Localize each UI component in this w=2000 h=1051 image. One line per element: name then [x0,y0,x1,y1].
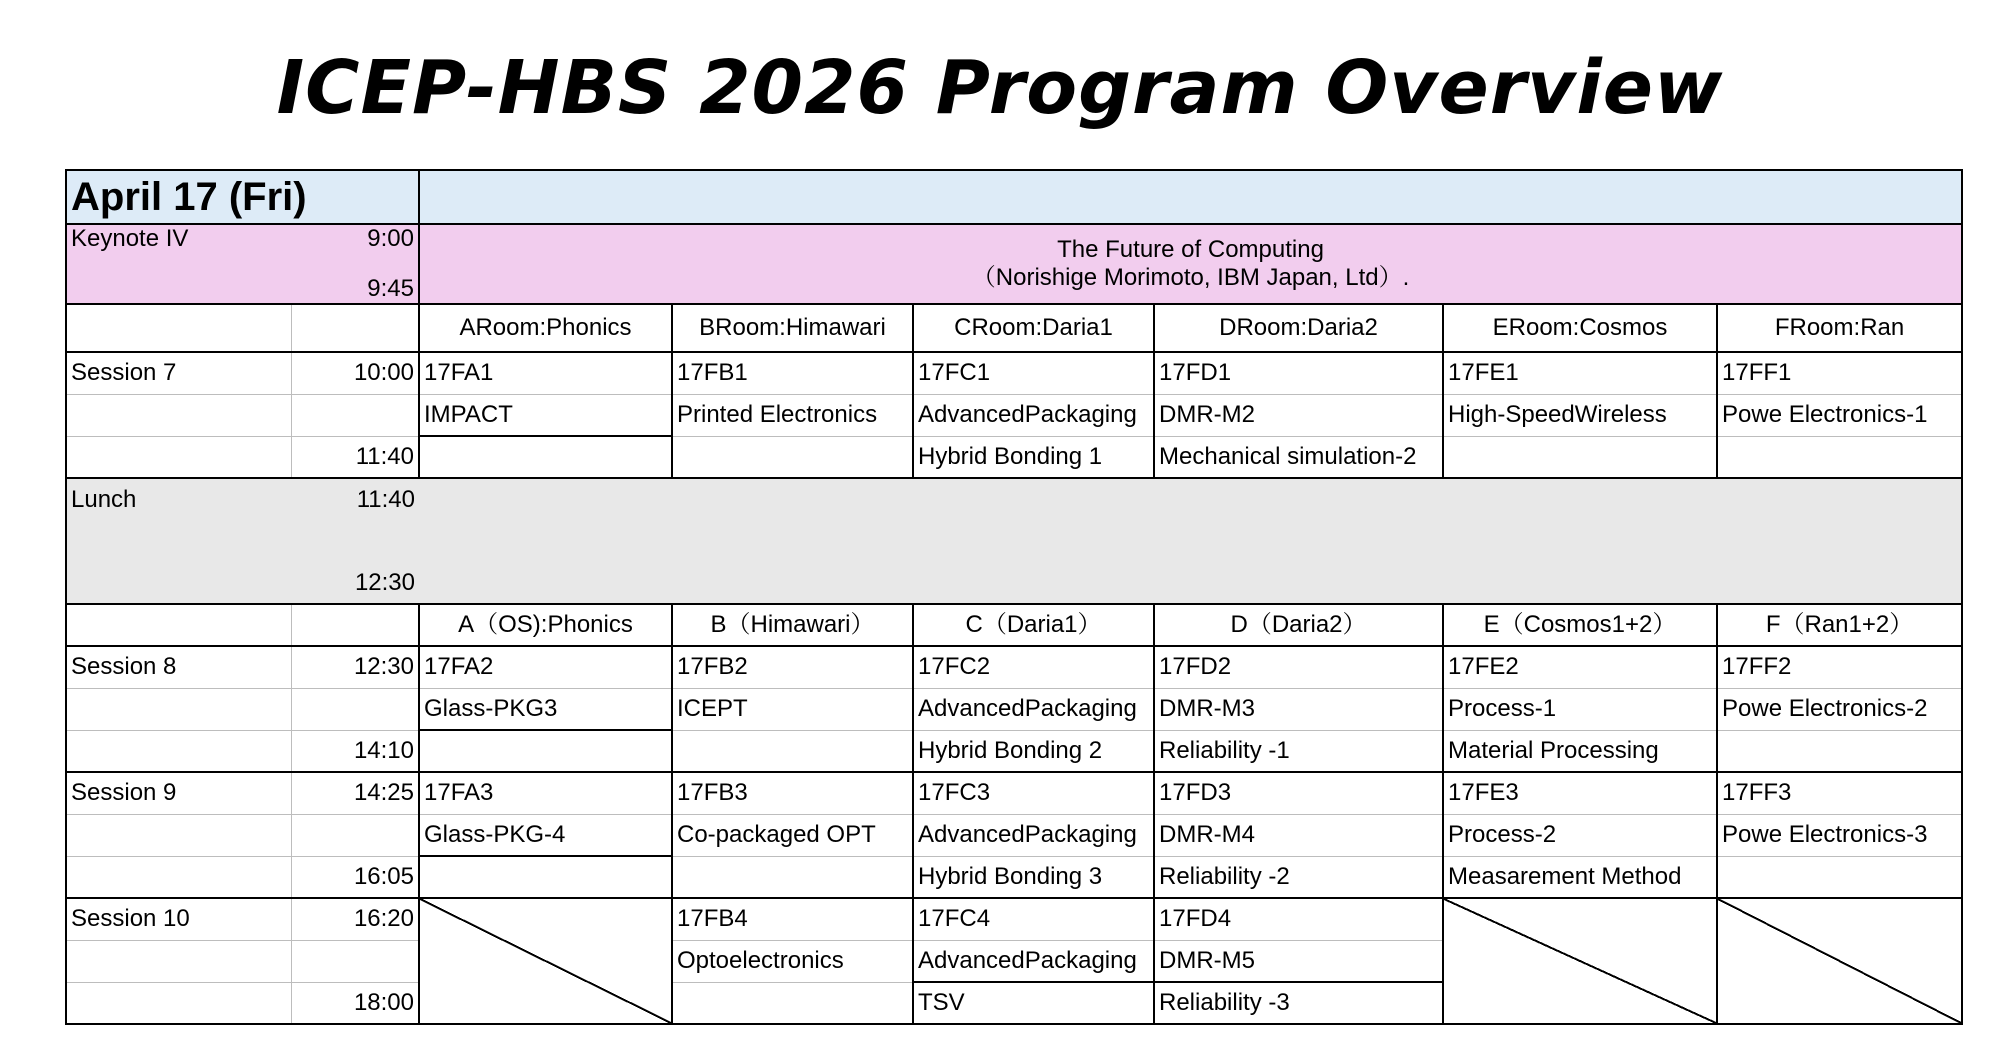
session-code: 17FB2 [672,646,913,688]
session-subtopic: Material Processing [1443,730,1717,772]
session-topic: Optoelectronics [672,940,913,982]
session-subtopic [1443,436,1717,478]
session-code: 17FC3 [913,772,1154,814]
session-code: 17FE1 [1443,352,1717,394]
session-7-end: 11:40 [291,436,419,478]
session-subtopic [672,436,913,478]
keynote-speaker: （Norishige Morimoto, IBM Japan, Ltd）. [971,264,1410,291]
keynote-end: 9:45 [291,264,419,304]
session-code: 17FD2 [1154,646,1443,688]
keynote-label: Keynote IV [66,224,291,264]
session-subtopic: TSV [913,982,1154,1024]
session-code: 17FF2 [1717,646,1962,688]
session-topic: DMR-M4 [1154,814,1443,856]
session-10-start: 16:20 [291,898,419,940]
session-topic: High-SpeedWireless [1443,394,1717,436]
session-9-label: Session 9 [66,772,291,814]
session-subtopic [1717,436,1962,478]
session-topic: ICEPT [672,688,913,730]
session-code: 17FC2 [913,646,1154,688]
keynote-title: The Future of Computing [1057,236,1324,263]
room-c-header: CRoom:Daria1 [913,304,1154,352]
session-subtopic [1717,730,1962,772]
session-code: 17FA2 [419,646,672,688]
room-e-header: ERoom:Cosmos [1443,304,1717,352]
session-subtopic: Reliability -1 [1154,730,1443,772]
session-subtopic [419,856,672,898]
session-subtopic [1717,856,1962,898]
session-topic: IMPACT [419,394,672,436]
room-f-unused-cell [1717,898,1962,1024]
session-topic: AdvancedPackaging [913,814,1154,856]
session-topic: Glass-PKG-4 [419,814,672,856]
session-topic: Powe Electronics-2 [1717,688,1962,730]
room-e-unused-cell [1443,898,1717,1024]
session-topic: Powe Electronics-1 [1717,394,1962,436]
program-table [65,169,1963,1025]
room-f-header: FRoom:Ran [1717,304,1962,352]
session-topic: Co-packaged OPT [672,814,913,856]
session-8-end: 14:10 [291,730,419,772]
session-code: 17FE2 [1443,646,1717,688]
room-b-header: BRoom:Himawari [672,304,913,352]
session-code: 17FF1 [1717,352,1962,394]
session-code: 17FC4 [913,898,1154,940]
room-e-header: E（Cosmos1+2） [1443,604,1717,646]
session-topic: Process-2 [1443,814,1717,856]
session-code: 17FD4 [1154,898,1443,940]
session-subtopic: Measarement Method [1443,856,1717,898]
session-topic: AdvancedPackaging [913,940,1154,982]
session-topic: DMR-M3 [1154,688,1443,730]
session-subtopic: Hybrid Bonding 3 [913,856,1154,898]
keynote-start: 9:00 [291,224,419,264]
lunch-start: 11:40 [291,478,419,520]
session-topic: AdvancedPackaging [913,394,1154,436]
session-topic: DMR-M5 [1154,940,1443,982]
session-subtopic [419,436,672,478]
room-a-header: ARoom:Phonics [419,304,672,352]
session-subtopic [672,730,913,772]
session-8-label: Session 8 [66,646,291,688]
session-8-start: 12:30 [291,646,419,688]
session-subtopic: Reliability -3 [1154,982,1443,1024]
session-code: 17FF3 [1717,772,1962,814]
room-a-header: A（OS):Phonics [419,604,672,646]
session-topic: Powe Electronics-3 [1717,814,1962,856]
session-subtopic: Mechanical simulation-2 [1154,436,1443,478]
room-b-header: B（Himawari） [672,604,913,646]
lunch-label: Lunch [66,478,291,520]
session-subtopic [672,856,913,898]
session-9-start: 14:25 [291,772,419,814]
session-7-start: 10:00 [291,352,419,394]
lunch-end: 12:30 [291,562,419,604]
session-code: 17FE3 [1443,772,1717,814]
date-header: April 17 (Fri) [66,170,419,224]
session-10-end: 18:00 [291,982,419,1024]
session-7-label: Session 7 [66,352,291,394]
room-c-header: C（Daria1） [913,604,1154,646]
session-code: 17FB4 [672,898,913,940]
session-10-label: Session 10 [66,898,291,940]
session-subtopic: Hybrid Bonding 1 [913,436,1154,478]
session-topic: Printed Electronics [672,394,913,436]
session-subtopic: Hybrid Bonding 2 [913,730,1154,772]
session-topic: AdvancedPackaging [913,688,1154,730]
session-code: 17FC1 [913,352,1154,394]
keynote-talk [419,224,1962,304]
room-d-header: D（Daria2） [1154,604,1443,646]
session-subtopic: Reliability -2 [1154,856,1443,898]
session-code: 17FD1 [1154,352,1443,394]
session-subtopic [419,730,672,772]
session-code: 17FA1 [419,352,672,394]
lunch-band [419,478,1962,604]
session-topic: DMR-M2 [1154,394,1443,436]
page-title: ICEP-HBS 2026 Program Overview [276,45,1724,131]
room-d-header: DRoom:Daria2 [1154,304,1443,352]
session-code: 17FD3 [1154,772,1443,814]
session-topic: Process-1 [1443,688,1717,730]
session-subtopic [672,982,913,1024]
session-code: 17FA3 [419,772,672,814]
room-a-unused-cell [419,898,672,1024]
date-header-bar [419,170,1962,224]
session-topic: Glass-PKG3 [419,688,672,730]
session-9-end: 16:05 [291,856,419,898]
room-f-header: F（Ran1+2） [1717,604,1962,646]
session-code: 17FB1 [672,352,913,394]
session-code: 17FB3 [672,772,913,814]
